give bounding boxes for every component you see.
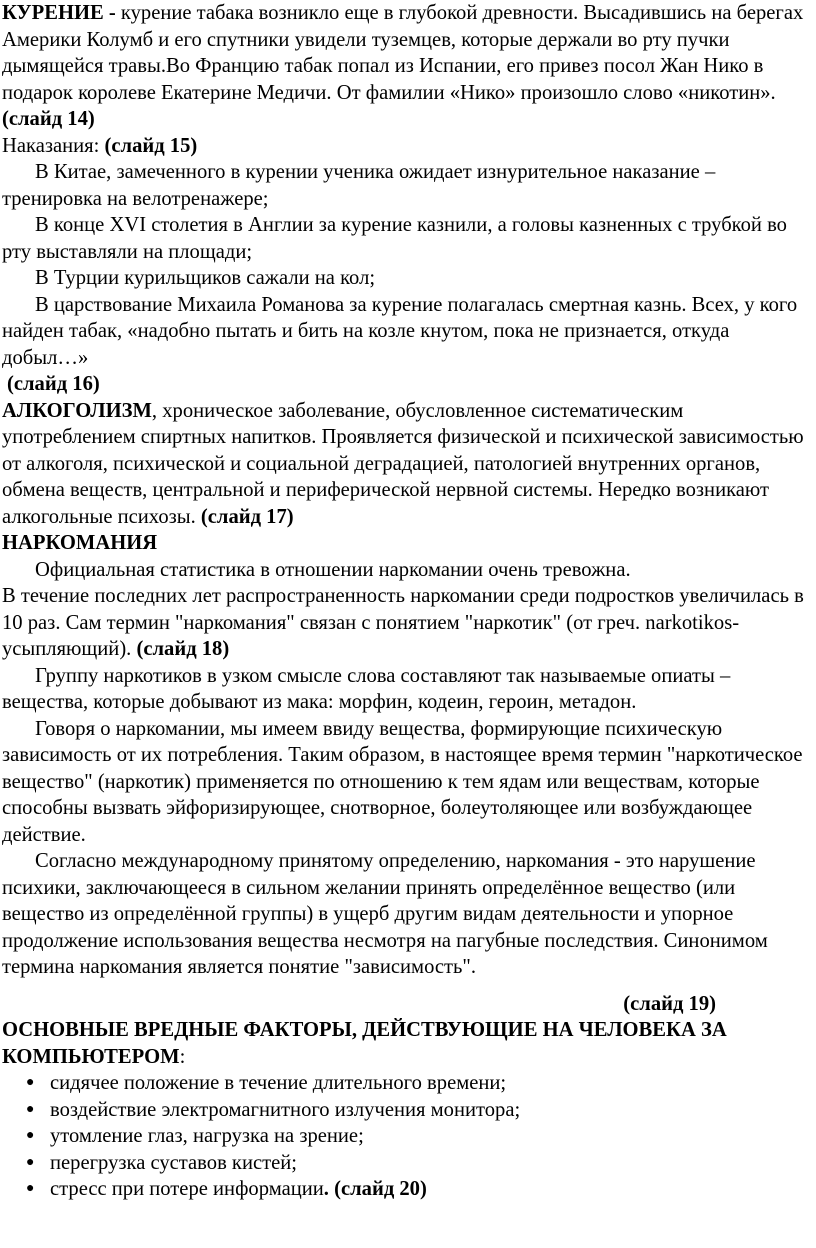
- slide-19-ref: (слайд 19): [623, 992, 716, 1015]
- narkomaniya-heading-line: [2, 530, 812, 557]
- nakazaniya-item: В конце XVI столетия в Англии за курение казнили, а головы казненных с трубкой во рту выставляли на площади;: [2, 214, 787, 263]
- slide-16-line: [2, 371, 812, 398]
- nakazaniya-slide-ref: (слайд 15): [104, 134, 198, 157]
- narkomaniya-paragraph-3: Группу наркотиков в узком смысле слова составляют так называемые опиаты – вещества, которые добывают из мака: морфин, кодеин, героин, метадон.: [2, 664, 731, 713]
- slide-20-ref: (слайд 20): [328, 1178, 427, 1200]
- list-item-text: сидячее положение в течение длительного времени;: [50, 1072, 507, 1094]
- bullet-icon: ●: [26, 1075, 35, 1090]
- list-item: [2, 1150, 812, 1177]
- list-item: [2, 1097, 812, 1124]
- slide-16-ref: (слайд 16): [7, 373, 100, 395]
- list-item: [2, 1070, 812, 1097]
- narkomaniya-paragraph-2: [2, 583, 812, 663]
- slide-19-line: [2, 991, 812, 1018]
- computer-heading-line: [2, 1017, 812, 1070]
- list-item-suffix: .: [323, 1178, 329, 1200]
- bullet-icon: ●: [26, 1101, 35, 1117]
- list-item: [2, 1123, 812, 1150]
- kurenie-paragraph: [2, 0, 812, 133]
- alkogolizm-heading: АЛКОГОЛИЗМ: [2, 399, 152, 422]
- list-item-text: утомление глаз, нагрузка на зрение;: [50, 1125, 364, 1147]
- narkomaniya-heading: НАРКОМАНИЯ: [2, 532, 158, 554]
- kurenie-dash: -: [103, 2, 121, 24]
- alkogolizm-slide-ref: (слайд 17): [200, 505, 294, 528]
- computer-heading-colon: :: [179, 1045, 186, 1068]
- list-item-text: перегрузка суставов кистей;: [50, 1151, 297, 1174]
- list-item: [2, 1176, 812, 1203]
- bullet-icon: ●: [26, 1128, 35, 1143]
- list-item-text: воздействие электромагнитного излучения монитора;: [50, 1098, 521, 1121]
- nakazaniya-item: В Турции курильщиков сажали на кол;: [35, 267, 376, 289]
- narkomaniya-paragraph-4: Говоря о наркомании, мы имеем ввиду вещества, формирующие психическую зависимость от их потребления. Таким образом, в настоящее время термин "наркотическое вещество" (наркотик) применяется по отношению к тем ядам или веществам, которые способны вызвать эйфоризирующее, снотворное, болеутоляющее или возбуждающее действие.: [2, 717, 803, 846]
- alkogolizm-text: , хроническое заболевание, обусловленное систематическим употреблением спиртных напитков. Проявляется физической и психической зависимостью от алкоголя, психической и социальной деградацией, патологией внутренних органов, обмена веществ, центральной и периферической нервной системы. Нередко возникают алкогольные психозы.: [2, 399, 804, 528]
- computer-factors-list: [2, 1070, 812, 1203]
- nakazaniya-item: В царствование Михаила Романова за курение полагалась смертная казнь. Всех, у кого найден табак, «надобно пытать и бить на козле кнутом, пока не признается, откуда добыл…»: [2, 293, 798, 369]
- list-item-text: стресс при потере информации: [50, 1178, 324, 1200]
- alkogolizm-paragraph: [2, 398, 812, 531]
- computer-heading: ОСНОВНЫЕ ВРЕДНЫЕ ФАКТОРЫ, ДЕЙСТВУЮЩИЕ НА ЧЕЛОВЕКА ЗА КОМПЬЮТЕРОМ: [2, 1019, 727, 1068]
- bullet-icon: ●: [26, 1154, 35, 1170]
- kurenie-text: курение табака возникло еще в глубокой древности. Высадившись на берегах Америки Колумб и его спутники увидели туземцев, которые держали во рту пучки дымящейся травы.Во Францию табак попал из Испании, его привез посол Жан Нико в подарок королеве Екатерине Медичи. От фамилии «Нико» произошло слово «никотин».: [2, 2, 804, 104]
- kurenie-heading: КУРЕНИЕ: [2, 2, 104, 24]
- nakazaniya-label-line: [2, 133, 812, 160]
- narkomaniya-paragraph-5: Согласно международному принятому определению, наркомания - это нарушение психики, заключающееся в сильном желании принять определённое вещество (или вещество из определённой группы) в ущерб другим видам деятельности и упорное продолжение использования вещества несмотря на пагубные последствия. Синонимом термина наркомания является понятие "зависимость".: [2, 850, 768, 978]
- nakazaniya-label: Наказания:: [2, 134, 105, 157]
- narkomaniya-paragraph-1: Официальная статистика в отношении наркомании очень тревожна.: [35, 558, 631, 581]
- nakazaniya-item: В Китае, замеченного в курении ученика ожидает изнурительное наказание – тренировка на велотренажере;: [2, 161, 716, 210]
- narkomaniya-slide-18-ref: (слайд 18): [136, 638, 230, 660]
- kurenie-slide-ref: (слайд 14): [2, 108, 95, 130]
- narkomaniya-paragraph-2-text: В течение последних лет распространенность наркомании среди подростков увеличилась в 10 раз. Сам термин "наркомания" связан с понятием "наркотик" (от греч. narkotikos-усыпляющий).: [2, 585, 804, 660]
- bullet-icon: ●: [26, 1181, 35, 1196]
